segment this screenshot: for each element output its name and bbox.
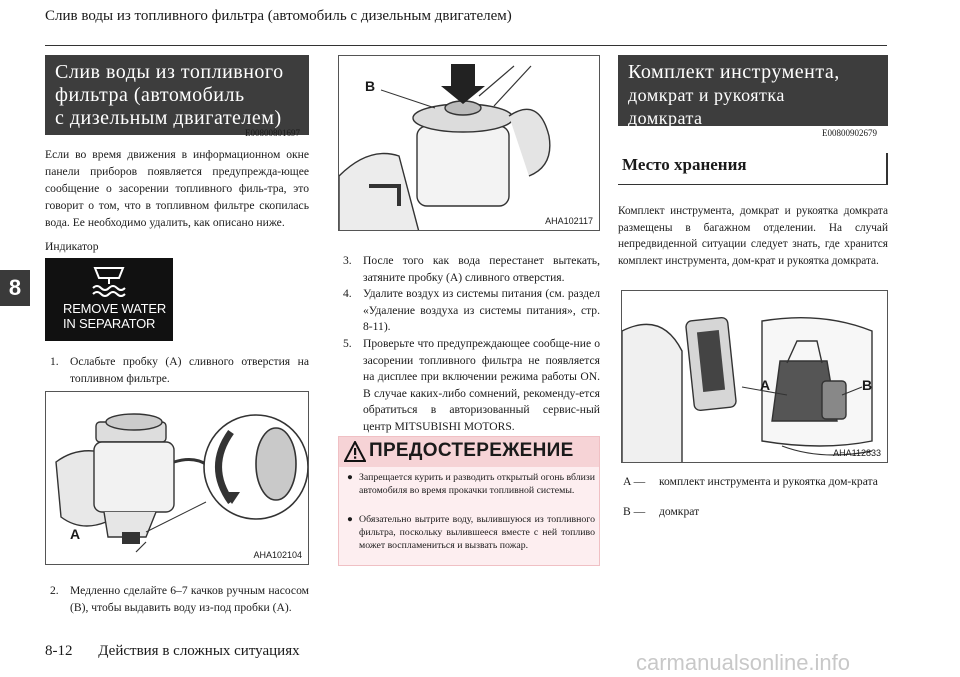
legend-item-a-key: A — <box>623 475 646 488</box>
figure-3-label-b: B <box>862 377 873 393</box>
caution-title: ПРЕДОСТЕРЕЖЕНИЕ <box>369 440 574 461</box>
legend-item-a-text: комплект инструмента и рукоятка дом-крата <box>659 475 878 488</box>
header-rule <box>45 45 887 46</box>
storage-subheading-text: Место хранения <box>622 155 747 174</box>
hand-pump-illustration <box>339 56 600 231</box>
figure-1-label-a: A <box>70 526 81 542</box>
caution-item-2 <box>347 513 595 552</box>
legend-item-b <box>623 503 888 520</box>
figure-3-label-a: A <box>760 377 771 393</box>
subheading-bar <box>886 153 888 185</box>
caution-item-2-text: Обязательно вытрите воду, вылившуюся из топливного фильтра, поскольку вылившееся вместе с ней топливо может воспламениться и вызвать пожар. <box>359 514 595 551</box>
left-banner-line-1: Слив воды из топливного <box>55 61 284 83</box>
left-section-banner <box>45 55 309 135</box>
left-section-code: E00800801697 <box>245 128 300 138</box>
right-banner-line-1: Комплект инструмента, <box>628 61 840 83</box>
caution-item-1-text: Запрещается курить и разводить открытый огонь вблизи автомобиля во время прокачки топливной системы. <box>359 472 595 496</box>
indicator-text-line-2: IN SEPARATOR <box>63 316 156 331</box>
legend-item-a <box>623 473 888 490</box>
indicator-label: Индикатор <box>45 240 99 253</box>
step-1 <box>50 354 309 387</box>
right-section-banner <box>618 55 888 126</box>
warning-indicator-display <box>45 258 173 341</box>
step-3-text: После того как вода перестанет вытекать, затяните пробку (A) сливного отверстия. <box>363 254 600 284</box>
watermark[interactable]: carmanualsonline.info <box>636 650 851 675</box>
footer-section-title: Действия в сложных ситуациях <box>98 643 300 659</box>
step-3-number: 3. <box>343 254 352 267</box>
bullet-icon: ● <box>347 472 353 483</box>
warning-triangle-icon <box>344 441 366 462</box>
luggage-compartment-illustration <box>622 291 888 463</box>
bullet-icon: ● <box>347 514 353 525</box>
figure-fuel-filter-plug <box>45 391 309 565</box>
step-4-number: 4. <box>343 287 352 300</box>
legend-item-b-text: домкрат <box>659 505 700 518</box>
step-4-text: Удалите воздух из системы питания (см. раздел «Удаление воздуха из системы питания», стр. 8-11). <box>363 287 600 333</box>
step-5-number: 5. <box>343 337 352 350</box>
indicator-text-line-1: REMOVE WATER <box>63 301 167 316</box>
step-5 <box>343 336 600 435</box>
left-banner-line-2: фильтра (автомобиль <box>55 84 245 106</box>
legend-item-b-key: B — <box>623 505 646 518</box>
caution-header <box>339 437 599 467</box>
chapter-tab[interactable]: 8 <box>0 270 30 306</box>
figure-tool-storage <box>621 290 888 463</box>
step-4 <box>343 286 600 336</box>
step-5-text: Проверьте что предупреждающее сообще-ние о засорении топливного фильтра не появляется на дисплее при включении режима работы ON. В случае каких-либо сомнений, рекоменду-ется обратиться в авторизованный сервис-ный центр MITSUBISHI MOTORS. <box>363 337 600 433</box>
storage-text: Комплект инструмента, домкрат и рукоятка домкрата размещены в багажном отделении. На случай непредвиденной ситуации следует знать, где хранится комплект инструмента, дом-крат и рукоятка домкрата. <box>618 205 888 267</box>
left-banner-line-3: с дизельным двигателем) <box>55 107 282 129</box>
step-2-text: Медленно сделайте 6–7 качков ручным насосом (B), чтобы выдавить воду из-под пробки (A). <box>70 584 309 614</box>
page-number: 8-12 <box>45 643 73 659</box>
fuel-filter-water-icon <box>89 264 129 298</box>
figure-2-label-b: B <box>365 78 376 94</box>
step-2 <box>50 583 309 616</box>
figure-3-code: AHA112833 <box>833 448 881 458</box>
figure-1-code: AHA102104 <box>253 550 302 560</box>
right-section-code: E00800902679 <box>822 128 877 138</box>
right-banner-line-3: домкрата <box>628 108 703 128</box>
fuel-filter-drain-illustration <box>46 392 309 565</box>
page-footer <box>45 643 300 660</box>
page-header-title: Слив воды из топливного фильтра (автомобиль с дизельным двигателем) <box>45 8 512 24</box>
caution-box <box>338 436 600 566</box>
caution-item-1 <box>347 471 595 497</box>
left-intro-text: Если во время движения в информационном окне панели приборов появляется предупрежда-ющее сообщение о засорении топливного филь-тра, это говорит о том, что в топливном фильтре скопилась вода. Ее необходимо удалить, как описано ниже. <box>45 148 309 229</box>
right-banner-line-2: домкрат и рукоятка <box>628 85 785 105</box>
step-1-text: Ослабьте пробку (A) сливного отверстия на топливном фильтре. <box>70 355 309 385</box>
storage-subheading <box>618 145 888 185</box>
step-1-number: 1. <box>50 355 59 368</box>
step-3 <box>343 253 600 286</box>
step-2-number: 2. <box>50 584 59 597</box>
figure-2-code: AHA102117 <box>545 216 593 226</box>
figure-hand-pump <box>338 55 600 231</box>
